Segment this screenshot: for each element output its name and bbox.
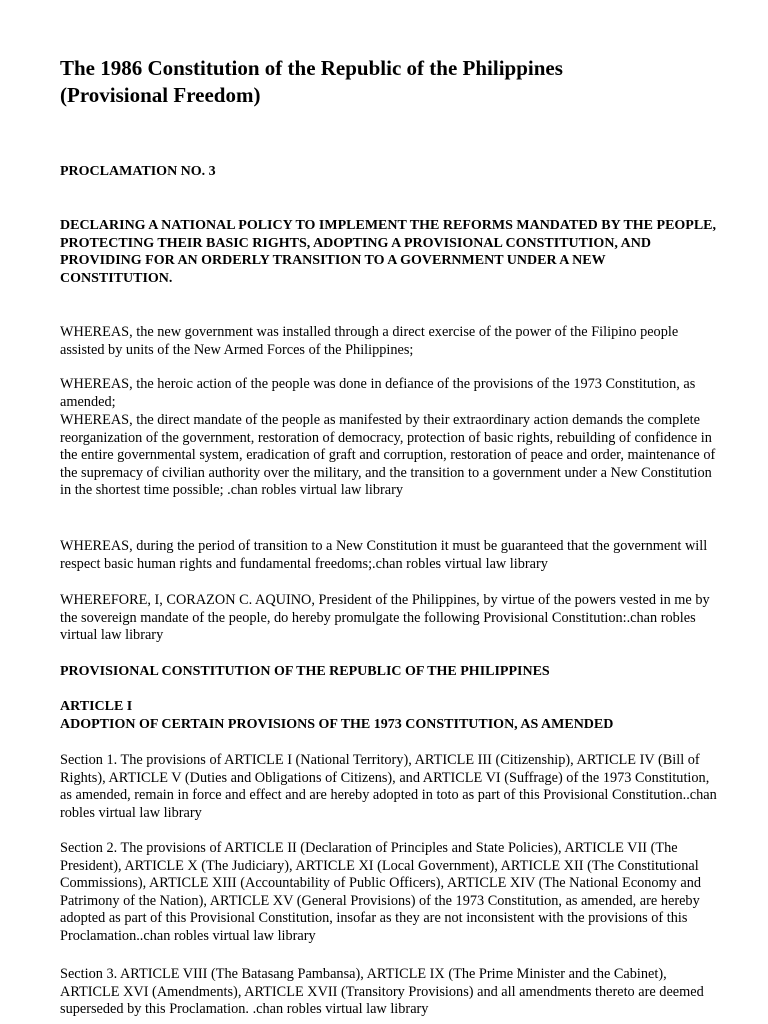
declaring-heading: DECLARING A NATIONAL POLICY TO IMPLEMENT THE REFORMS MANDATED BY THE PEOPLE, PROTECTING THEIR BASIC RIGHTS, ADOPTING A PROVISIONAL CONSTITUTION, AND PROVIDING FOR AN ORDERLY TRANSITION TO A GOVERNMENT UNDER A NEW CONSTITUTION. (60, 218, 717, 286)
document-title: The 1986 Constitution of the Republic of the Philippines (Provisional Freedom) (60, 56, 563, 107)
whereas-paragraph-3: WHEREAS, the direct mandate of the people as manifested by their extraordinary action demands the complete reorganization of the government, restoration of democracy, protection of basic rights, rebuilding of confidence in the entire governmental system, eradication of graft and corruption, restoration of peace and order, maintenance of the supremacy of civilian authority over the military, and the transition to a government under a New Constitution in the shortest time possible; .chan robles virtual law library (60, 412, 716, 499)
whereas-paragraph-2: WHEREAS, the heroic action of the people was done in defiance of the provisions of the 1973 Constitution, as amended; (60, 376, 696, 410)
article-title: ADOPTION OF CERTAIN PROVISIONS OF THE 1973 CONSTITUTION, AS AMENDED (60, 717, 614, 732)
provisional-constitution-heading: PROVISIONAL CONSTITUTION OF THE REPUBLIC OF THE PHILIPPINES (60, 664, 550, 679)
proclamation-heading: PROCLAMATION NO. 3 (60, 164, 216, 179)
whereas-paragraph-4: WHEREAS, during the period of transition to a New Constitution it must be guaranteed that the government will respect basic human rights and fundamental freedoms;.chan robles virtual law library (60, 538, 708, 572)
wherefore-paragraph: WHEREFORE, I, CORAZON C. AQUINO, President of the Philippines, by virtue of the powers vested in me by the sovereign mandate of the people, do hereby promulgate the following Provisional Constitution:.chan robles virtual law library (60, 592, 710, 644)
section-3: Section 3. ARTICLE VIII (The Batasang Pambansa), ARTICLE IX (The Prime Minister and the Cabinet), ARTICLE XVI (Amendments), ARTICLE XVII (Transitory Provisions) and all amendments thereto are deemed superseded by this Proclamation. .chan robles virtual law library (60, 966, 704, 1018)
whereas-paragraph-1: WHEREAS, the new government was installed through a direct exercise of the power of the Filipino people assisted by units of the New Armed Forces of the Philippines; (60, 324, 679, 358)
section-2: Section 2. The provisions of ARTICLE II (Declaration of Principles and State Policies), ARTICLE VII (The President), ARTICLE X (The Judiciary), ARTICLE XI (Local Government), ARTICLE XII (The Constitutional Commissions), ARTICLE XIII (Accountability of Public Officers), ARTICLE XIV (The National Economy and Patrimony of the Nation), ARTICLE XV (General Provisions) of the 1973 Constitution, as amended, are hereby adopted as part of this Provisional Constitution, insofar as they are not inconsistent with the provisions of this Proclamation..chan robles virtual law library (60, 840, 701, 944)
section-1: Section 1. The provisions of ARTICLE I (National Territory), ARTICLE III (Citizenship), ARTICLE IV (Bill of Rights), ARTICLE V (Duties and Obligations of Citizens), and ARTICLE VI (Suffrage) of the 1973 Constitution, as amended, remain in force and effect and are hereby adopted in toto as part of this Provisional Constitution..chan robles virtual law library (60, 752, 717, 821)
article-number: ARTICLE I (60, 699, 133, 714)
